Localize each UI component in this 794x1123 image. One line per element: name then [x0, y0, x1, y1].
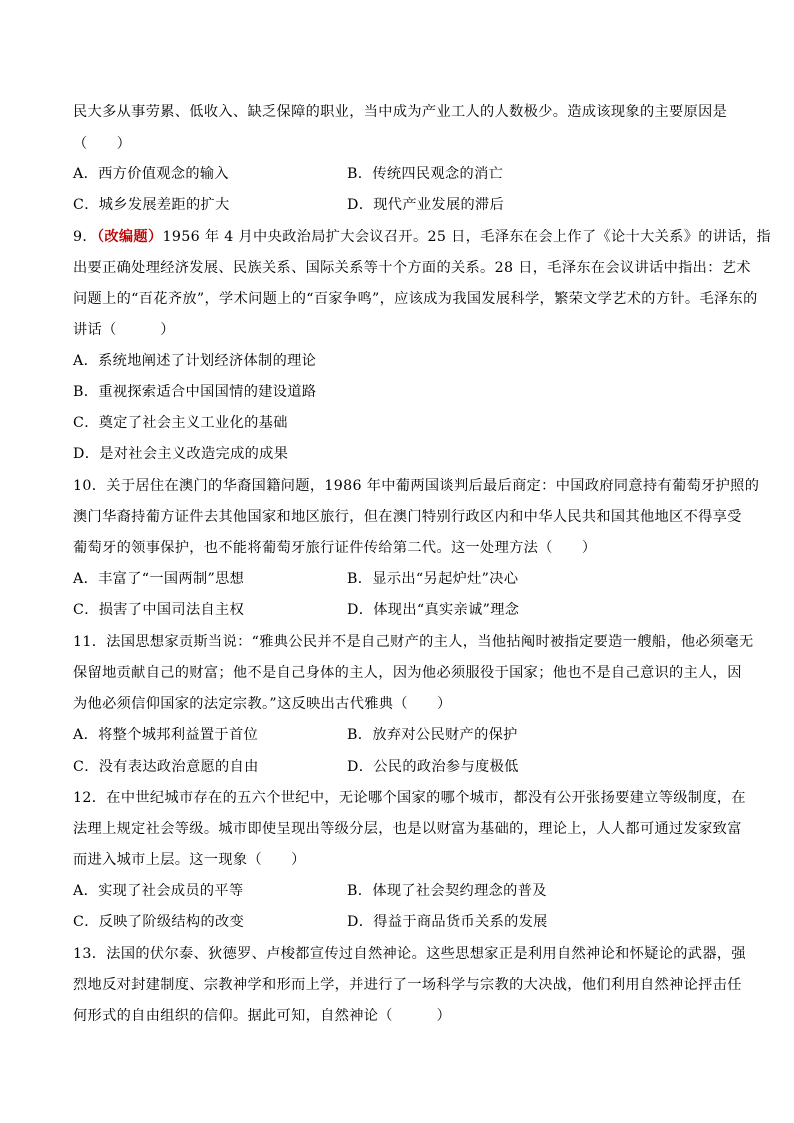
q10-stem-line-1: 10．关于居住在澳门的华裔国籍问题，1986 年中葡两国谈判后最后商定：中国政府同意持有葡萄牙护照的 — [73, 478, 760, 494]
q9-option-a: A．系统地阐述了计划经济体制的理论 — [73, 353, 317, 369]
q13-stem-line-3: 何形式的自由组织的信仰。据此可知，自然神论（ ） — [73, 1008, 451, 1024]
q8-answer-bracket: （ ） — [73, 136, 132, 152]
q11-stem-line-3: 为他必须信仰国家的法定宗教。”这反映出古代雅典（ ） — [73, 696, 452, 712]
q8-option-b: B．传统四民观念的消亡 — [347, 166, 504, 182]
q10-stem-line-3: 葡萄牙的领事保护，也不能将葡萄牙旅行证件传给第二代。这一处理方法（ ） — [73, 540, 597, 556]
q9-stem-text-1: 1956 年 4 月中央政治局扩大会议召开。25 日，毛泽东在会上作了《论十大关系》的讲话，指 — [162, 229, 771, 245]
q8-option-a: A．西方价值观念的输入 — [73, 166, 229, 182]
q9-stem-line-2: 出要正确处理经济发展、民族关系、国际关系等十个方面的关系。28 日，毛泽东在会议讲话中指出：艺术 — [73, 260, 751, 276]
q12-stem-line-2: 法理上规定社会等级。城市即使呈现出等级分层，也是以财富为基础的，理论上，人人都可通过发家致富 — [73, 821, 742, 837]
q10-option-c: C．损害了中国司法自主权 — [73, 602, 245, 618]
q9-option-b: B．重视探索适合中国国情的建设道路 — [73, 384, 317, 400]
q13-stem-line-1: 13．法国的伏尔泰、狄德罗、卢梭都宣传过自然神论。这些思想家正是利用自然神论和怀疑论的武器，强 — [73, 946, 746, 962]
q11-option-d: D．公民的政治参与度极低 — [347, 759, 519, 775]
q10-option-a: A．丰富了“一国两制”思想 — [73, 571, 245, 587]
q8-stem-line-1: 民大多从事劳累、低收入、缺乏保障的职业，当中成为产业工人的人数极少。造成该现象的主要原因是 — [73, 104, 728, 120]
q12-option-d: D．得益于商品货币关系的发展 — [347, 914, 548, 930]
q11-option-a: A．将整个城邦利益置于首位 — [73, 727, 259, 743]
q12-stem-line-1: 12．在中世纪城市存在的五六个世纪中，无论哪个国家的哪个城市，都没有公开张扬要建立等级制度，在 — [73, 790, 746, 806]
q12-option-b: B．体现了社会契约理念的普及 — [347, 883, 547, 899]
q10-option-b: B．显示出“另起炉灶”决心 — [347, 571, 519, 587]
q9-adapted-tag: （改编题） — [96, 229, 163, 245]
q9-number: 9． — [73, 229, 97, 245]
q10-option-d: D．体现出“真实亲诚”理念 — [347, 602, 520, 618]
q12-stem-line-3: 而进入城市上层。这一现象（ ） — [73, 852, 306, 868]
q8-option-c: C．城乡发展差距的扩大 — [73, 197, 230, 213]
q11-stem-line-2: 保留地贡献自己的财富；他不是自己身体的主人，因为他必须服役于国家；他也不是自己意识的主人，因 — [73, 665, 742, 681]
q13-stem-line-2: 烈地反对封建制度、宗教神学和形而上学，并进行了一场科学与宗教的大决战，他们利用自然神论抨击任 — [73, 977, 742, 993]
q10-stem-line-2: 澳门华裔持葡方证件去其他国家和地区旅行，但在澳门特别行政区内和中华人民共和国其他地区不得享受 — [73, 509, 742, 525]
q12-option-c: C．反映了阶级结构的改变 — [73, 914, 245, 930]
q9-option-c: C．奠定了社会主义工业化的基础 — [73, 415, 288, 431]
q9-stem-line-1 — [73, 227, 771, 247]
q12-option-a: A．实现了社会成员的平等 — [73, 883, 244, 899]
q9-stem-line-4: 讲话（ ） — [73, 322, 175, 338]
q11-stem-line-1: 11．法国思想家贡斯当说：“雅典公民并不是自己财产的主人，当他拈阄时被指定要造一艘船，他必须毫无 — [73, 634, 754, 650]
q9-stem-line-3: 问题上的“百花齐放”，学术问题上的“百家争鸣”，应该成为我国发展科学，繁荣文学艺术的方针。毛泽东的 — [73, 291, 758, 307]
q11-option-b: B．放弃对公民财产的保护 — [347, 727, 518, 743]
q11-option-c: C．没有表达政治意愿的自由 — [73, 759, 259, 775]
q9-option-d: D．是对社会主义改造完成的成果 — [73, 446, 289, 462]
q8-option-d: D．现代产业发展的滞后 — [347, 197, 505, 213]
